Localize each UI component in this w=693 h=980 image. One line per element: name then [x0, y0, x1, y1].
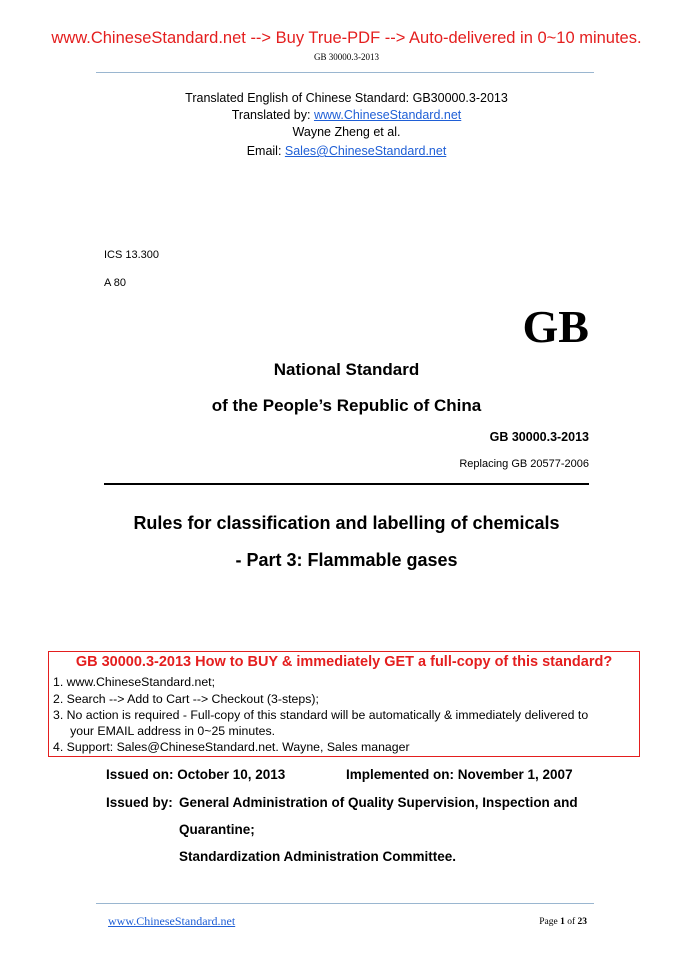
document-title-line2: - Part 3: Flammable gases — [235, 550, 458, 570]
email-label: Email: — [246, 144, 285, 158]
header-divider — [96, 72, 594, 73]
issuer-line1: General Administration of Quality Supervision, Inspection and — [179, 795, 578, 810]
purchase-info-box — [48, 651, 640, 757]
purchase-box-title: GB 30000.3-2013 How to BUY & immediately GET a full-copy of this standard? — [75, 654, 613, 670]
page-prefix: Page — [539, 917, 561, 927]
title-divider — [104, 483, 589, 485]
translated-by-line — [0, 108, 693, 122]
issuer-line2: Quarantine; — [179, 822, 255, 837]
country-heading: of the People’s Republic of China — [211, 396, 482, 415]
purchase-step-2: 2. Search --> Add to Cart --> Checkout (3-steps); — [53, 692, 319, 706]
top-banner[interactable]: www.ChineseStandard.net --> Buy True-PDF --> Auto-delivered in 0~10 minutes. — [51, 29, 642, 47]
purchase-step-3: 3. No action is required - Full-copy of this standard will be automatically & immediately delivered to — [53, 708, 589, 722]
footer-divider — [96, 903, 594, 904]
issued-on: Issued on: October 10, 2013 — [106, 767, 286, 782]
page-number — [539, 917, 587, 927]
footer-site-link[interactable]: www.ChineseStandard.net — [108, 914, 236, 928]
purchase-step-1: 1. www.ChineseStandard.net; — [53, 675, 216, 689]
gb-logo: GB — [522, 301, 589, 352]
current-page: 1 — [560, 917, 565, 927]
national-standard-heading: National Standard — [273, 360, 420, 379]
purchase-step-4: 4. Support: Sales@ChineseStandard.net. Wayne, Sales manager — [53, 740, 410, 754]
total-pages: 23 — [577, 917, 587, 927]
ics-code: ICS 13.300 — [104, 249, 160, 261]
standard-code: GB 30000.3-2013 — [489, 430, 589, 444]
header-standard-code: GB 30000.3-2013 — [314, 52, 379, 62]
page-of: of — [564, 917, 578, 927]
replacing-standard: Replacing GB 20577-2006 — [459, 458, 589, 470]
implemented-on: Implemented on: November 1, 2007 — [346, 767, 573, 782]
translator-name: Wayne Zheng et al. — [292, 125, 401, 139]
purchase-step-3-cont: your EMAIL address in 0~25 minutes. — [53, 724, 276, 738]
email-link[interactable]: Sales@ChineseStandard.net — [284, 144, 447, 158]
email-line — [0, 144, 693, 158]
translator-site-link[interactable]: www.ChineseStandard.net — [313, 108, 462, 122]
translation-line: Translated English of Chinese Standard: GB30000.3-2013 — [185, 91, 508, 105]
translated-by-label: Translated by: — [231, 108, 314, 122]
issuer-line3: Standardization Administration Committee. — [179, 849, 457, 864]
document-title-line1: Rules for classification and labelling of chemicals — [133, 513, 560, 533]
issued-by-label: Issued by: — [106, 795, 173, 810]
ccs-code: A 80 — [104, 277, 127, 289]
